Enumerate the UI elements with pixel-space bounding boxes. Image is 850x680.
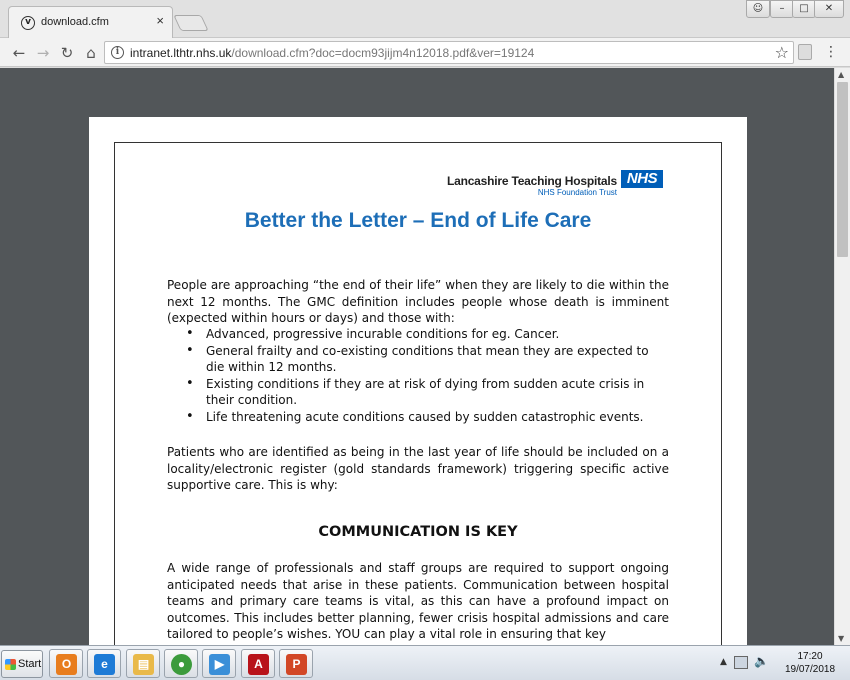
taskbar-internet-explorer[interactable] bbox=[87, 649, 121, 678]
browser-toolbar bbox=[0, 38, 850, 67]
menu-icon[interactable]: ⋮ bbox=[824, 44, 838, 60]
url-text[interactable] bbox=[130, 46, 534, 60]
tab-close-icon[interactable]: × bbox=[156, 13, 164, 28]
powerpoint-icon: P bbox=[286, 654, 307, 675]
paragraph-register: Patients who are identified as being in the last year of life should be included on a locality/electronic register (gold standards framework) triggering specific active supportive care. This is why: bbox=[167, 445, 669, 492]
taskbar-file-explorer[interactable] bbox=[126, 649, 160, 678]
system-tray bbox=[716, 646, 850, 680]
scroll-down-icon[interactable]: ▼ bbox=[838, 634, 845, 643]
show-hidden-icons-icon[interactable]: ▲ bbox=[720, 657, 727, 667]
taskbar-powerpoint[interactable] bbox=[279, 649, 313, 678]
clock-date[interactable]: 19/07/2018 bbox=[784, 664, 836, 675]
nhs-logo bbox=[446, 170, 663, 198]
logo-trust-subtitle: NHS Foundation Trust bbox=[537, 188, 617, 197]
minimize-icon[interactable]: – bbox=[770, 0, 794, 18]
taskbar-chrome[interactable] bbox=[164, 649, 198, 678]
outlook-icon: O bbox=[56, 654, 77, 675]
scroll-up-icon[interactable]: ▲ bbox=[838, 70, 845, 79]
maximize-icon[interactable]: □ bbox=[792, 0, 816, 18]
favicon-icon: v bbox=[21, 16, 35, 30]
back-icon[interactable]: ← bbox=[12, 44, 26, 62]
pdf-viewer[interactable] bbox=[0, 68, 834, 645]
volume-icon[interactable]: 🔈 bbox=[754, 654, 769, 668]
document-title: Better the Letter – End of Life Care bbox=[244, 209, 592, 232]
browser-titlebar bbox=[0, 0, 850, 38]
paragraph-communication: A wide range of professionals and staff groups are required to support ongoing anticipated needs that arise in these patients. Communication between hospital teams and primary care teams is vital, as this can have a profound impact on outcomes. This includes better planning, fewer crisis hospital admissions and care tailored to people’s wishes. YOU can play a vital role in ensuring that key bbox=[167, 561, 669, 641]
logo-trust-name: Lancashire Teaching Hospitals bbox=[446, 174, 617, 188]
folder-icon: ▤ bbox=[133, 654, 154, 675]
windows-logo-icon bbox=[5, 659, 16, 670]
browser-tab[interactable] bbox=[8, 6, 173, 38]
acrobat-icon: A bbox=[248, 654, 269, 675]
list-item: • General frailty and co-existing conditions that mean they are expected to die within 12 months. bbox=[206, 343, 669, 376]
bookmark-star-icon[interactable]: ☆ bbox=[774, 43, 789, 62]
info-icon[interactable]: i bbox=[111, 46, 124, 59]
reload-icon[interactable]: ↻ bbox=[60, 44, 74, 62]
new-tab-button[interactable] bbox=[173, 15, 208, 31]
list-item: • Existing conditions if they are at risk of dying from sudden acute crisis in their condition. bbox=[206, 376, 669, 409]
paragraph-definition: People are approaching “the end of their life” when they are likely to die within the next 12 months. The GMC definition includes people whose death is imminent (expected within hours or days) and those with: bbox=[167, 278, 669, 325]
list-item: • Life threatening acute conditions caused by sudden catastrophic events. bbox=[206, 409, 669, 426]
network-icon[interactable] bbox=[734, 656, 748, 669]
nhs-badge: NHS bbox=[621, 170, 663, 188]
conditions-list bbox=[206, 326, 669, 425]
section-heading: COMMUNICATION IS KEY bbox=[318, 524, 518, 540]
home-icon[interactable]: ⌂ bbox=[86, 44, 96, 62]
taskbar bbox=[0, 645, 850, 680]
start-button[interactable] bbox=[1, 650, 43, 678]
pdf-page bbox=[89, 117, 747, 645]
taskbar-media-player[interactable] bbox=[202, 649, 236, 678]
forward-icon[interactable]: → bbox=[36, 44, 50, 62]
vertical-scrollbar[interactable] bbox=[834, 68, 850, 645]
taskbar-acrobat-reader[interactable] bbox=[241, 649, 275, 678]
url-path: /download.cfm?doc=docm93jijm4n12018.pdf&ver=19124 bbox=[231, 46, 535, 60]
list-item: • Advanced, progressive incurable conditions for eg. Cancer. bbox=[206, 326, 669, 343]
close-window-icon[interactable]: ✕ bbox=[814, 0, 844, 18]
taskbar-outlook[interactable] bbox=[49, 649, 83, 678]
extension-icon[interactable] bbox=[798, 44, 812, 60]
tab-title: download.cfm bbox=[41, 16, 109, 28]
address-bar[interactable] bbox=[104, 41, 794, 64]
start-label: Start bbox=[18, 658, 42, 670]
chrome-icon: ● bbox=[171, 654, 192, 675]
scroll-thumb[interactable] bbox=[837, 82, 848, 257]
internet-explorer-icon: e bbox=[94, 654, 115, 675]
clock-time[interactable]: 17:20 bbox=[797, 651, 823, 662]
url-host: intranet.lthtr.nhs.uk bbox=[130, 46, 232, 60]
user-profile-icon[interactable]: ☺ bbox=[746, 0, 770, 18]
media-player-icon: ▶ bbox=[209, 654, 230, 675]
